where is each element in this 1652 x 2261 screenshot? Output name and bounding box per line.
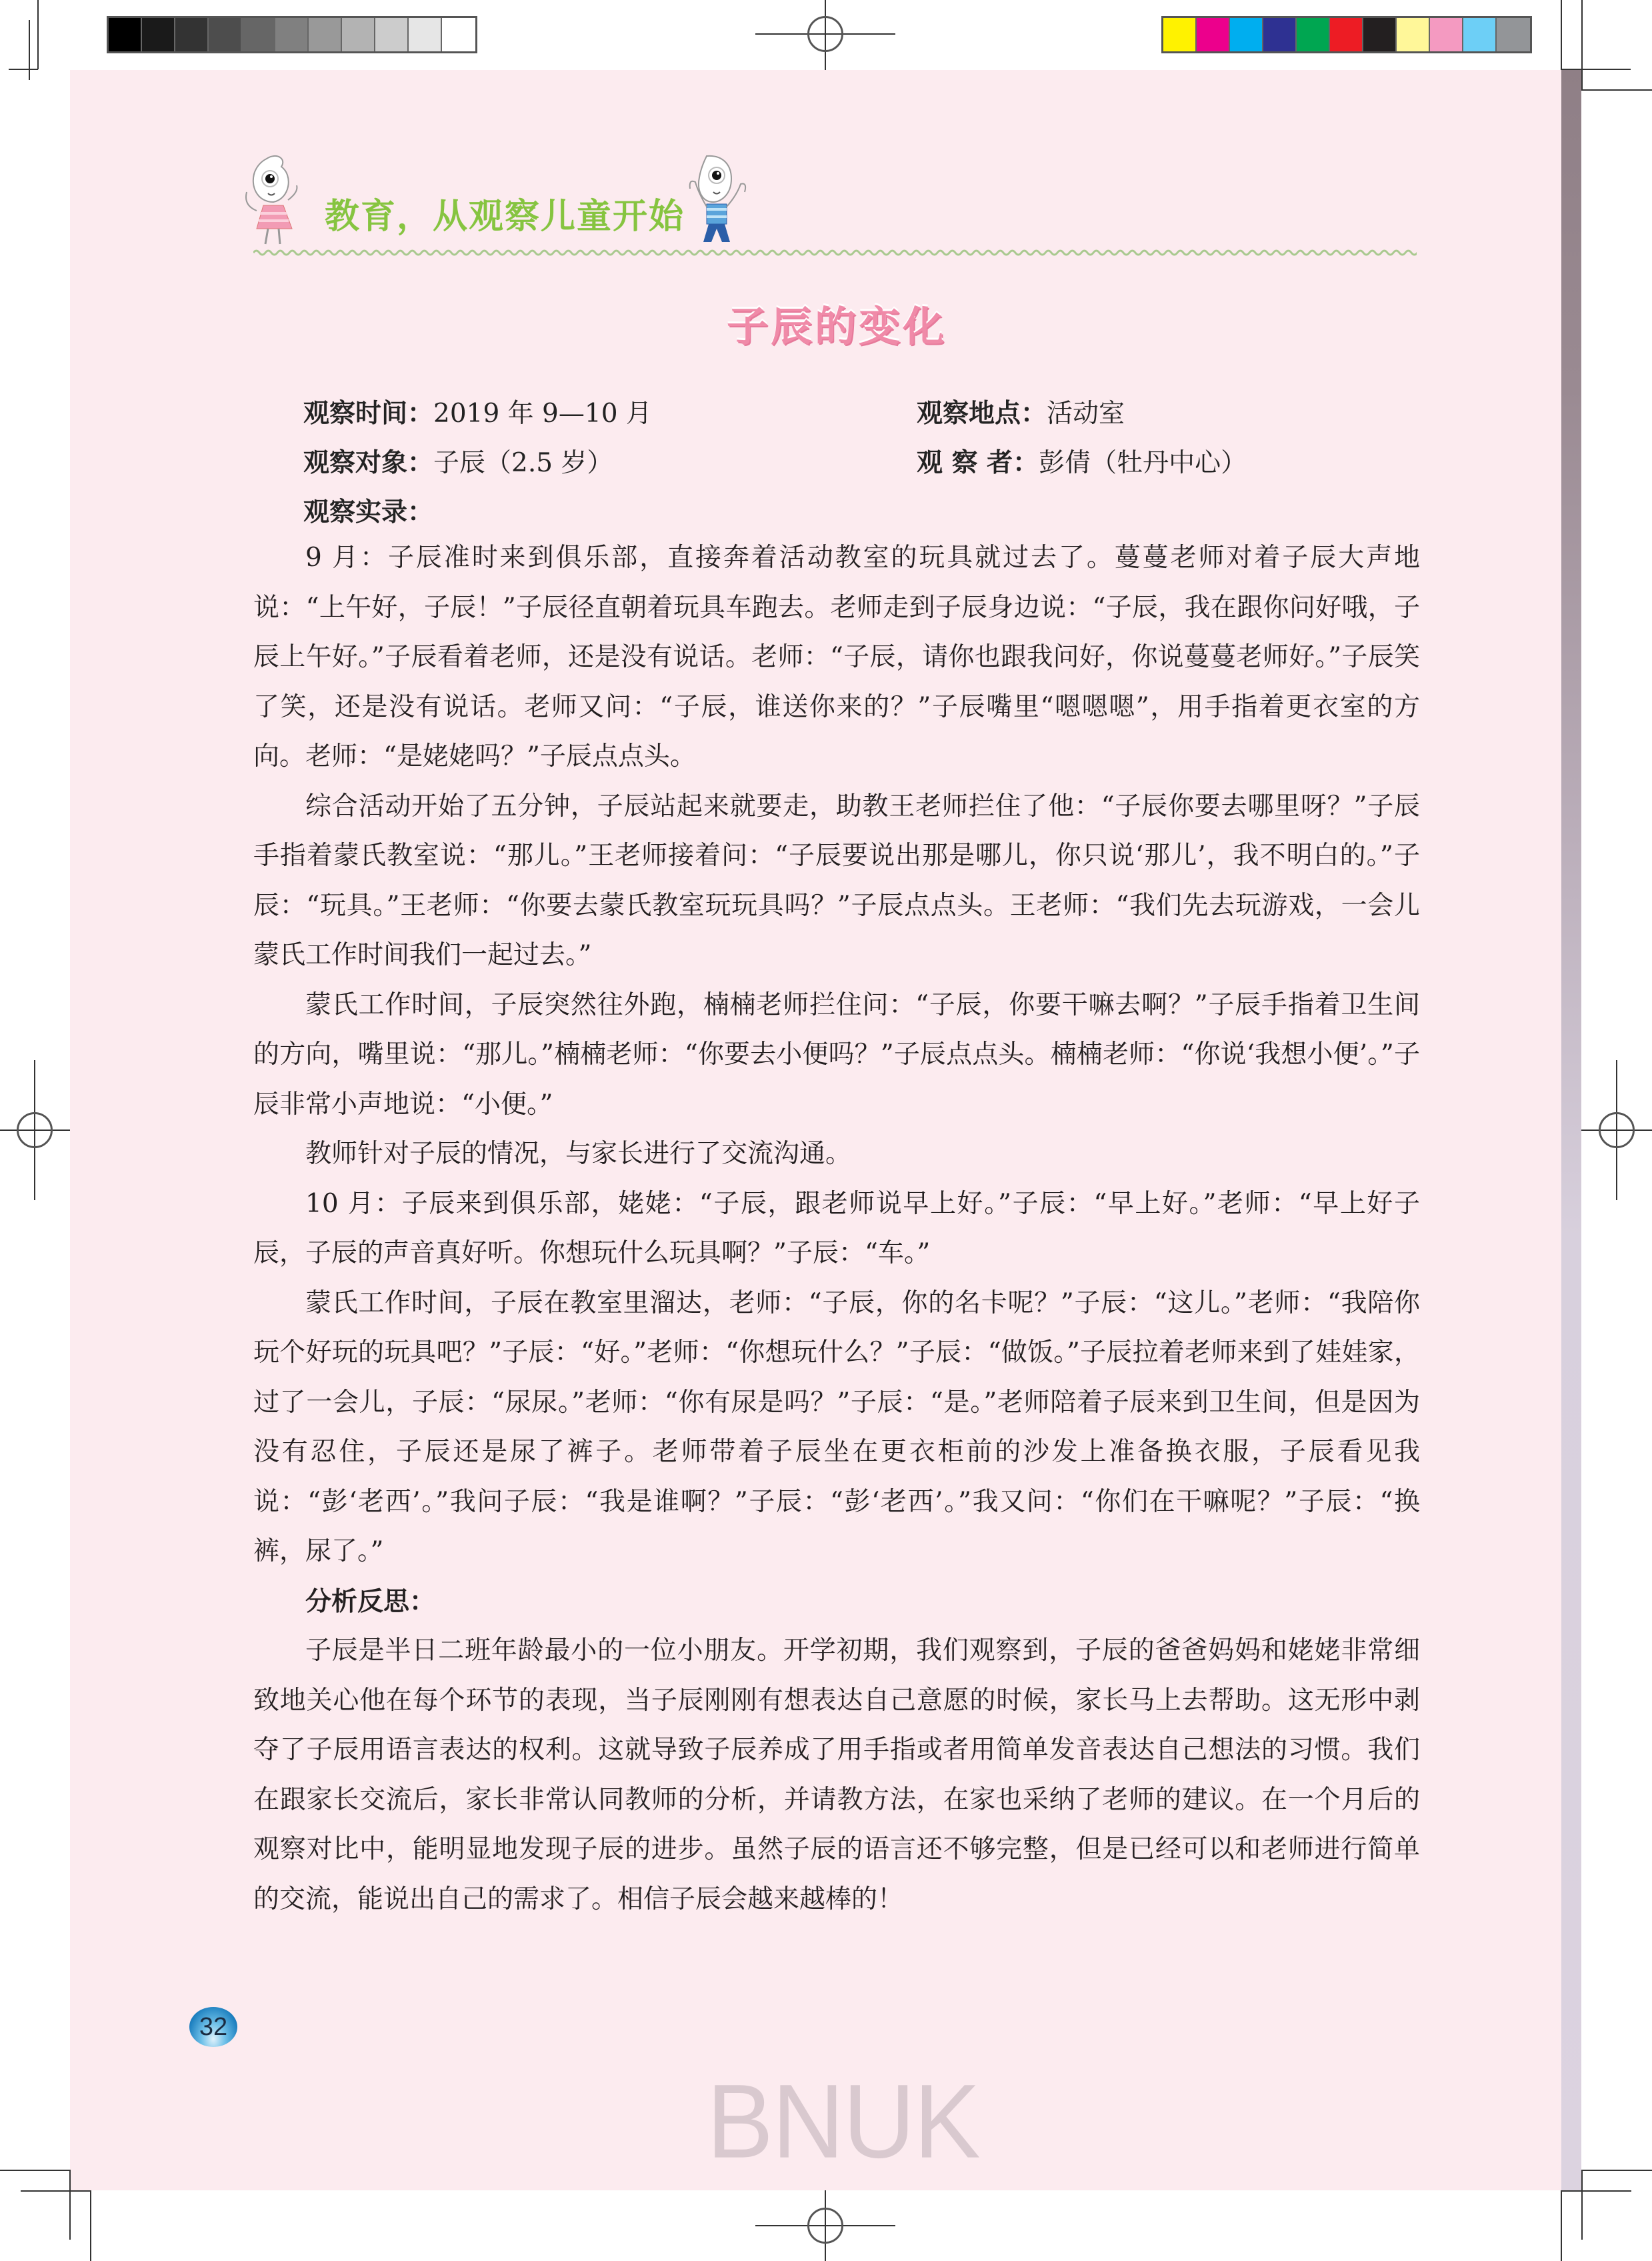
meta-place-label: 观察地点： bbox=[917, 398, 1047, 429]
color-calibration-bar bbox=[1161, 16, 1532, 53]
meta-time-label: 观察时间： bbox=[303, 398, 434, 429]
record-paragraph-1: 9 月：子辰准时来到俱乐部，直接奔着活动教室的玩具就过去了。蔓蔓老师对着子辰大声地说：“上午好，子辰！”子辰径直朝着玩具车跑去。老师走到子辰身边说：“子辰，我在跟你问好哦，子辰上午好。”子辰看着老师，还是没有说话。老师：“子辰，请你也跟我问好，你说蔓蔓老师好。”子辰笑了笑，还是没有说话。老师又问：“子辰，谁送你来的？”子辰嘴里“嗯嗯嗯”，用手指着更衣室的方向。老师：“是姥姥吗？”子辰点点头。 bbox=[253, 543, 1420, 771]
record-paragraph-2: 综合活动开始了五分钟，子辰站起来就要走，助教王老师拦住了他：“子辰你要去哪里呀？”子辰手指着蒙氏教室说：“那儿。”王老师接着问：“子辰要说出那是哪儿，你只说‘那儿’，我不明白的。”子辰：“玩具。”王老师：“你要去蒙氏教室玩玩具吗？”子辰点点头。王老师：“我们先去玩游戏，一会儿蒙氏工作时间我们一起过去。” bbox=[253, 791, 1420, 970]
wavy-divider bbox=[253, 248, 1417, 257]
record-heading-label: 观察实录： bbox=[303, 497, 434, 527]
record-paragraph-4: 教师针对子辰的情况，与家长进行了交流沟通。 bbox=[305, 1139, 852, 1169]
grayscale-swatch bbox=[342, 18, 375, 51]
analysis-paragraph-1: 子辰是半日二班年龄最小的一位小朋友。开学初期，我们观察到，子辰的爸爸妈妈和姥姥非常细致地关心他在每个环节的表现，当子辰刚刚有想表达自己意愿的时候，家长马上去帮助。这无形中剥夺了子辰用语言表达的权利。这就导致子辰养成了用手指或者用简单发音表达自己想法的习惯。我们在跟家长交流后，家长非常认同教师的分析，并请教方法，在家也采纳了老师的建议。在一个月后的观察对比中，能明显地发现子辰的进步。虽然子辰的语言还不够完整，但是已经可以和老师进行简单的交流，能说出自己的需求了。相信子辰会越来越棒的！ bbox=[253, 1636, 1420, 1914]
record-paragraph-3: 蒙氏工作时间，子辰突然往外跑，楠楠老师拦住问：“子辰，你要干嘛去啊？”子辰手指着卫生间的方向，嘴里说：“那儿。”楠楠老师：“你要去小便吗？”子辰点点头。楠楠老师：“你说‘我想小便’。”子辰非常小声地说：“小便。” bbox=[253, 989, 1420, 1119]
process-color-swatch bbox=[1297, 18, 1330, 51]
article-body bbox=[253, 533, 1420, 1924]
grayscale-swatch bbox=[275, 18, 309, 51]
meta-subject-value: 子辰（2.5 岁） bbox=[433, 448, 613, 478]
grayscale-swatch bbox=[309, 18, 342, 51]
meta-place bbox=[917, 389, 1125, 439]
grayscale-swatch bbox=[109, 18, 142, 51]
watermark: BNUK bbox=[707, 2062, 979, 2180]
meta-subject-label: 观察对象： bbox=[303, 447, 434, 478]
process-color-swatch bbox=[1463, 18, 1497, 51]
meta-observer-label: 观 察 者： bbox=[917, 447, 1039, 478]
process-color-swatch bbox=[1397, 18, 1430, 51]
process-color-swatch bbox=[1163, 18, 1197, 51]
record-paragraph-5: 10 月：子辰来到俱乐部，姥姥：“子辰，跟老师说早上好。”子辰：“早上好。”老师：“早上好子辰，子辰的声音真好听。你想玩什么玩具啊？”子辰：“车。” bbox=[253, 1188, 1420, 1268]
record-heading bbox=[303, 487, 433, 537]
process-color-swatch bbox=[1330, 18, 1363, 51]
record-paragraph-6: 蒙氏工作时间，子辰在教室里溜达，老师：“子辰，你的名卡呢？”子辰：“这儿。”老师：“我陪你玩个好玩的玩具吧？”子辰：“好。”老师：“你想玩什么？”子辰：“做饭。”子辰拉着老师来到了娃娃家，过了一会儿，子辰：“尿尿。”老师：“你有尿是吗？”子辰：“是。”老师陪着子辰来到卫生间，但是因为没有忍住，子辰还是尿了裤子。老师带着子辰坐在更衣柜前的沙发上准备换衣服，子辰看见我说：“彭‘老西’。”我问子辰：“我是谁啊？”子辰：“彭‘老西’。”我又问：“你们在干嘛呢？”子辰：“换裤，尿了。” bbox=[253, 1288, 1420, 1566]
page-number: 32 bbox=[199, 2012, 228, 2041]
meta-subject bbox=[303, 438, 613, 488]
series-title: 教育，从观察儿童开始 bbox=[325, 197, 685, 237]
process-color-swatch bbox=[1263, 18, 1297, 51]
meta-time-value: 2019 年 9—10 月 bbox=[433, 399, 652, 429]
grayscale-swatch bbox=[375, 18, 409, 51]
page-number-badge bbox=[189, 2007, 237, 2047]
article-title: 子辰的变化 bbox=[727, 302, 947, 351]
process-color-swatch bbox=[1230, 18, 1263, 51]
process-color-swatch bbox=[1430, 18, 1463, 51]
grayscale-swatch bbox=[209, 18, 242, 51]
grayscale-swatch bbox=[175, 18, 209, 51]
process-color-swatch bbox=[1197, 18, 1230, 51]
process-color-swatch bbox=[1363, 18, 1397, 51]
grayscale-calibration-bar bbox=[107, 16, 477, 53]
mascot-boy-icon bbox=[683, 152, 757, 245]
process-color-swatch bbox=[1497, 18, 1530, 51]
analysis-heading: 分析反思： bbox=[305, 1586, 436, 1617]
grayscale-swatch bbox=[442, 18, 475, 51]
grayscale-swatch bbox=[242, 18, 275, 51]
meta-time bbox=[303, 389, 652, 439]
meta-place-value: 活动室 bbox=[1047, 399, 1125, 429]
grayscale-swatch bbox=[409, 18, 442, 51]
page-gutter-edge bbox=[1561, 70, 1581, 2190]
mascot-girl-icon bbox=[240, 152, 307, 245]
meta-observer-value: 彭倩（牡丹中心） bbox=[1039, 448, 1247, 478]
meta-observer bbox=[917, 438, 1247, 488]
grayscale-swatch bbox=[142, 18, 175, 51]
